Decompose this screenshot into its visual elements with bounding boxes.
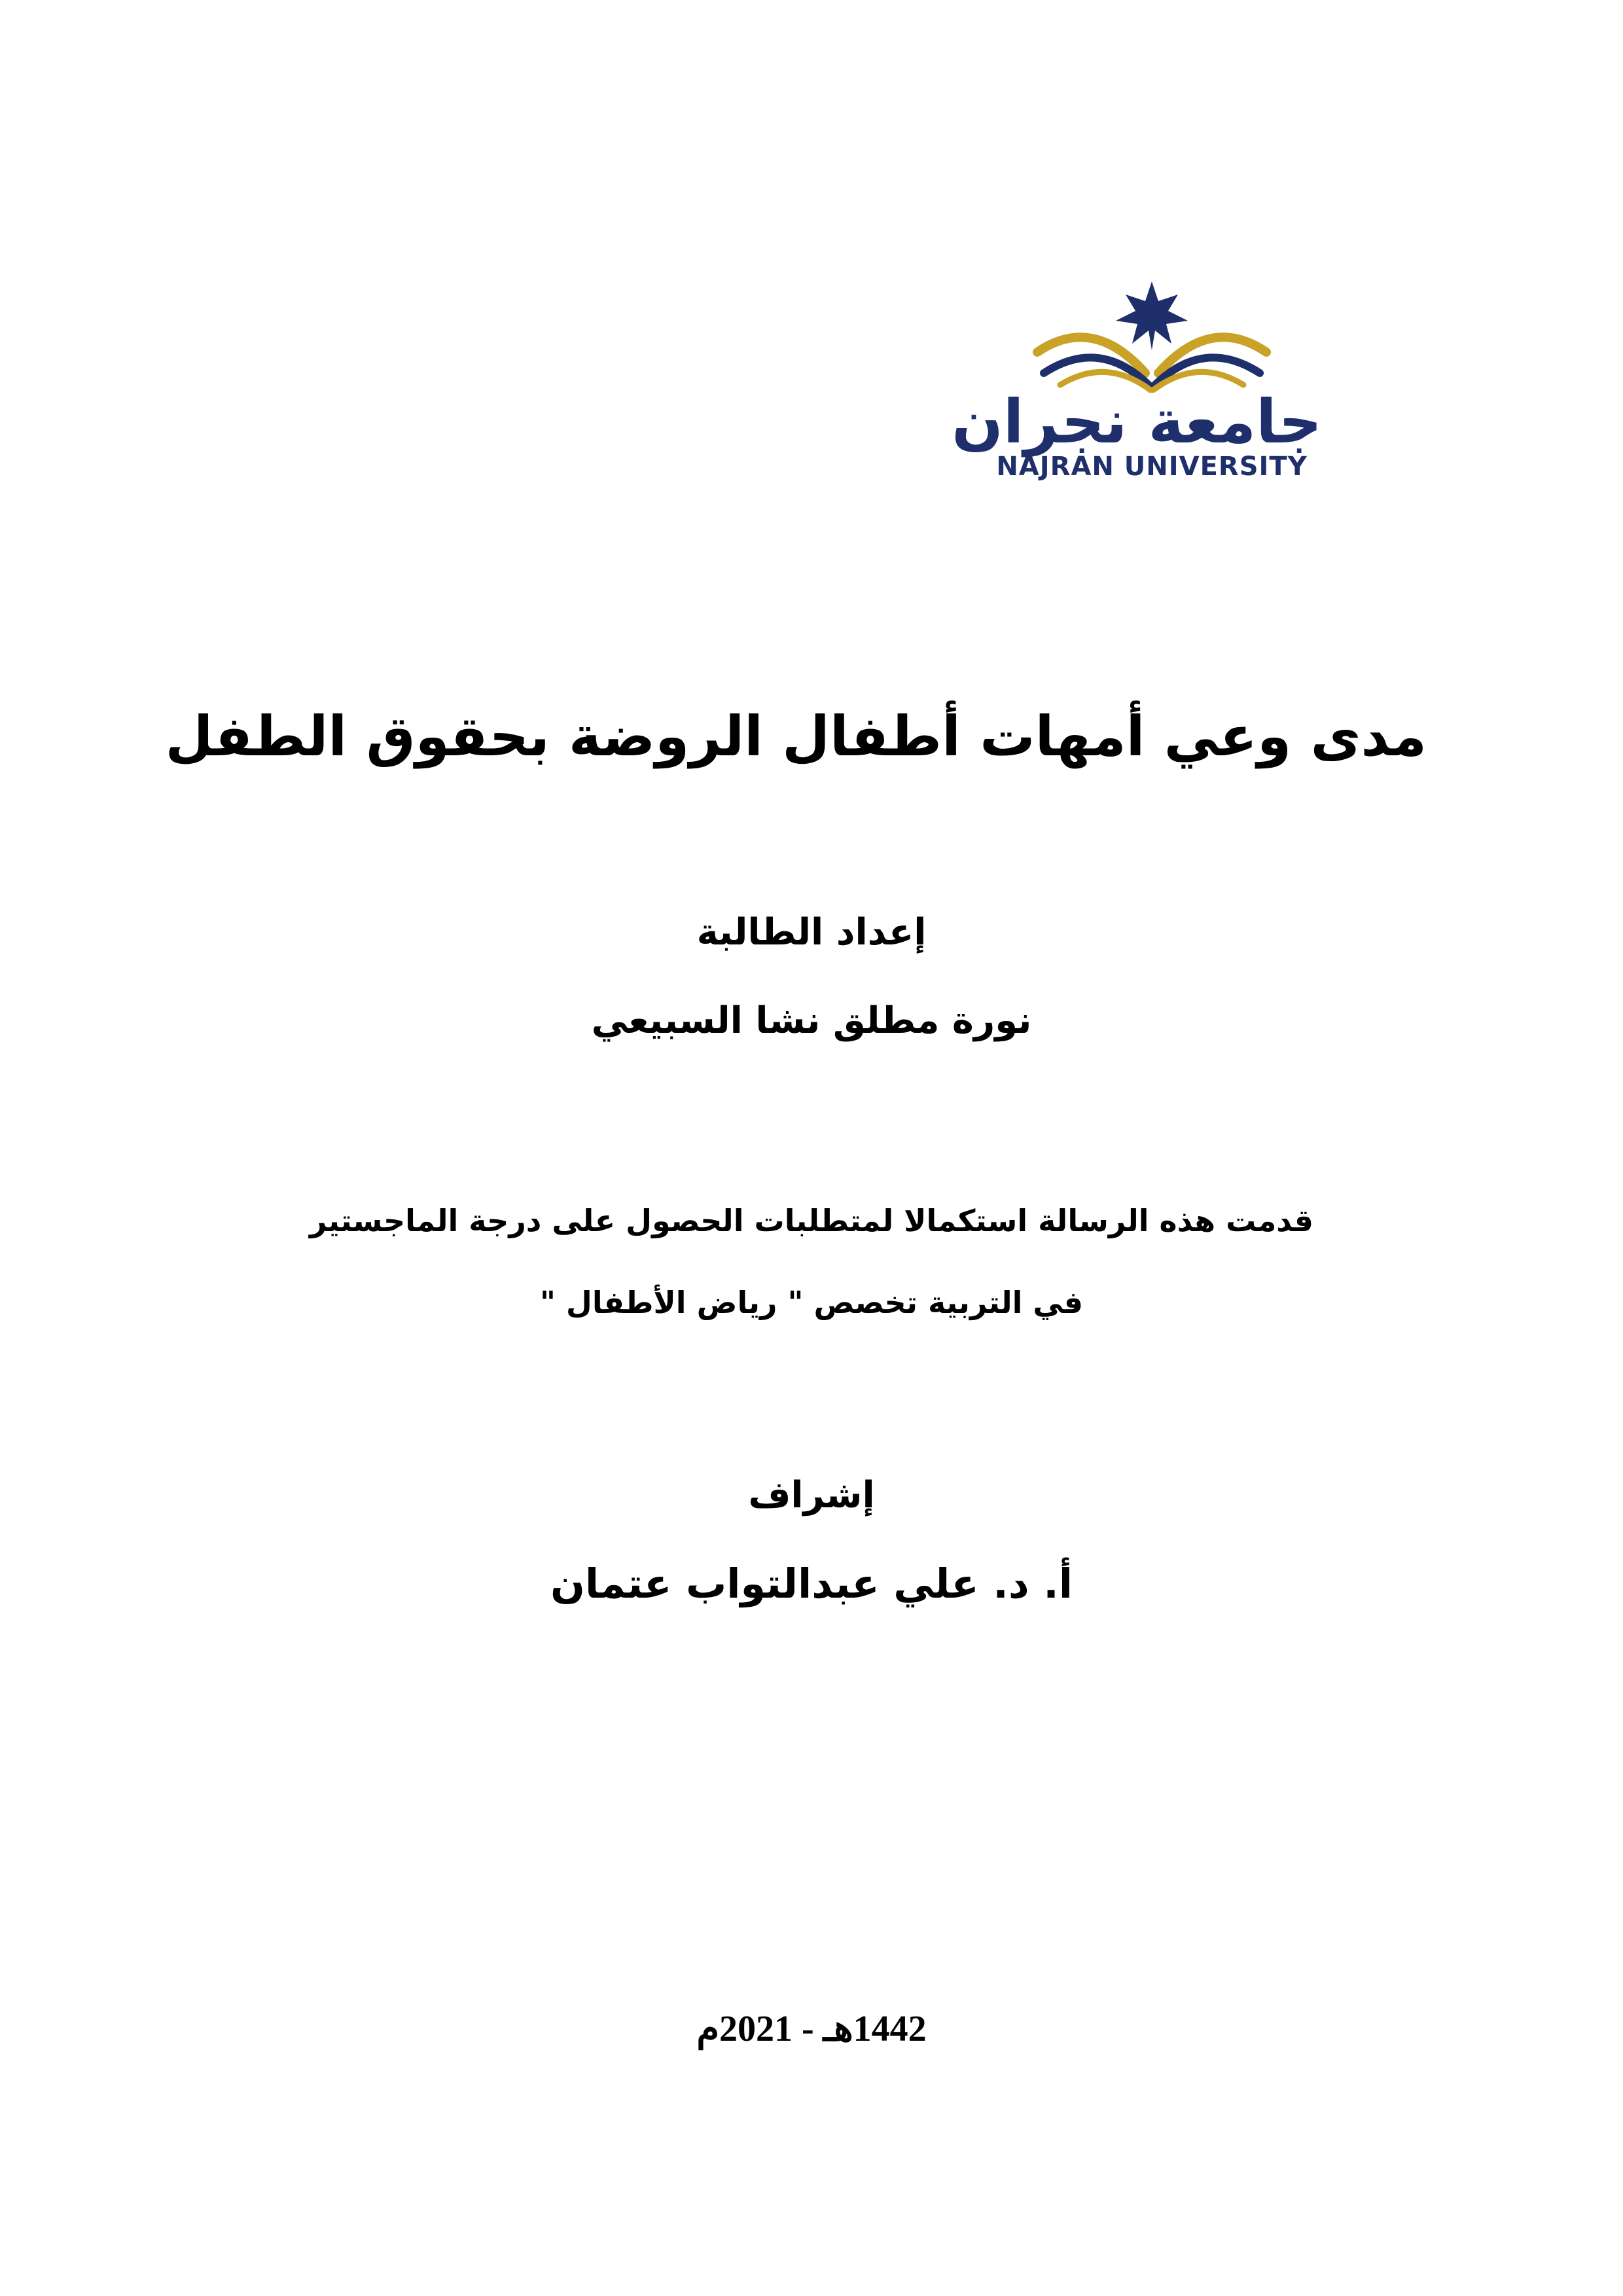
star-icon bbox=[1116, 281, 1188, 350]
logo-english-name: NAJRAN UNIVERSITY bbox=[996, 452, 1308, 482]
submission-statement-line-2: في التربية تخصص " رياض الأطفال " bbox=[539, 1285, 1084, 1320]
submission-statement-line-1: قدمت هذه الرسالة استكمالا لمتطلبات الحصول على درجة الماجستير bbox=[309, 1203, 1313, 1238]
submission-date: 1442هـ - 2021م bbox=[696, 2009, 927, 2049]
prepared-by-label: إعداد الطالبة bbox=[696, 911, 927, 954]
star-wings-icon bbox=[982, 275, 1322, 393]
thesis-title: مدى وعي أمهات أطفال الروضة بحقوق الطفل bbox=[165, 704, 1427, 768]
supervision-label: إشراف bbox=[748, 1474, 875, 1516]
student-name: نورة مطلق نشا السبيعي bbox=[591, 999, 1032, 1042]
logo-arabic-name: جامعة نجران bbox=[952, 387, 1322, 457]
university-logo bbox=[952, 275, 1322, 484]
supervisor-name: أ. د. علي عبدالتواب عتمان bbox=[550, 1560, 1073, 1607]
